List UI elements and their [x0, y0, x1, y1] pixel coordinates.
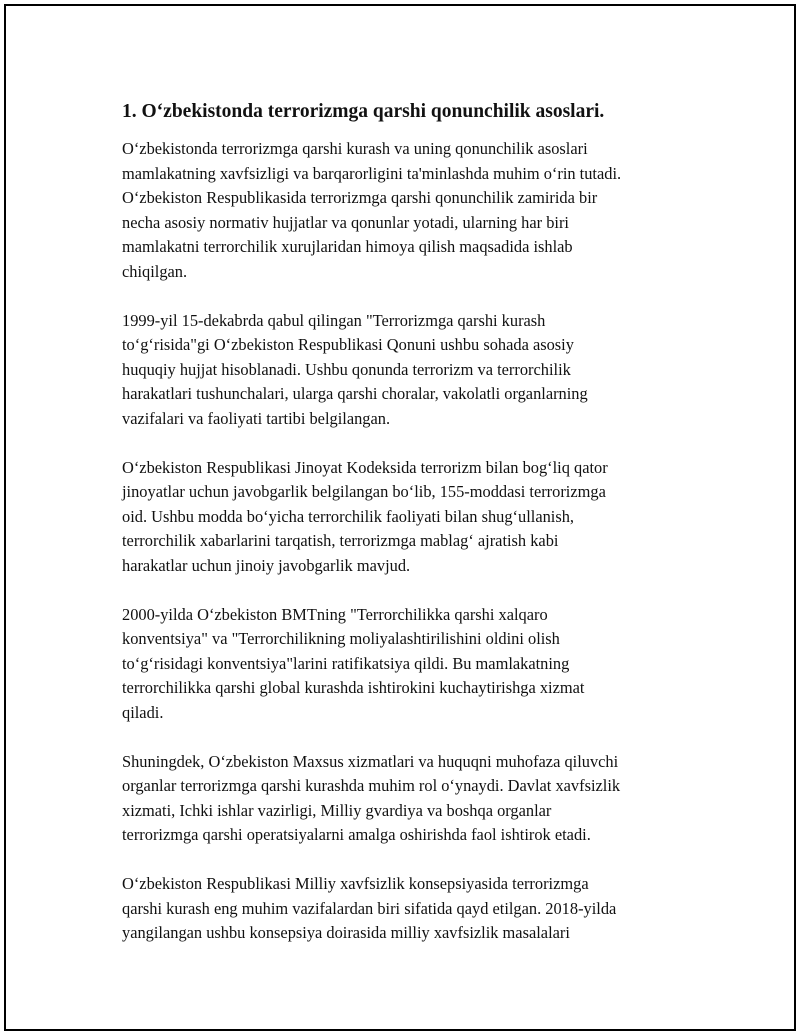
paragraph-1 [122, 137, 698, 284]
paragraph-3 [122, 456, 698, 579]
section-heading: 1. O‘zbekistonda terrorizmga qarshi qonunchilik asoslari. [122, 101, 605, 122]
text-line: qarshi kurash eng muhim vazifalardan biri sifatida qayd etilgan. 2018-yilda [122, 898, 617, 918]
text-line: terrorizmga qarshi operatsiyalarni amalga oshirishda faol ishtirok etadi. [122, 825, 591, 844]
text-line: harakatlar uchun jinoiy javobgarlik mavjud. [122, 555, 411, 575]
text-line: vazifalari va faoliyati tartibi belgilangan. [122, 408, 391, 428]
document-body [118, 98, 698, 970]
paragraph-2 [122, 309, 698, 432]
text-line: konventsiya" va "Terrorchilikning moliyalashtirilishini oldini olish [122, 629, 560, 648]
text-line: O‘zbekiston Respublikasi Jinoyat Kodeksida terrorizm bilan bog‘liq qator [122, 457, 608, 477]
text-line: huquqiy hujjat hisoblanadi. Ushbu qonunda terrorizm va terrorchilik [122, 359, 571, 379]
text-line: yangilangan ushbu konsepsiya doirasida milliy xavfsizlik masalalari [122, 923, 570, 942]
text-line: O‘zbekistonda terrorizmga qarshi kurash va uning qonunchilik asoslari [122, 139, 588, 158]
text-line: to‘g‘risida"gi O‘zbekiston Respublikasi Qonuni ushbu sohada asosiy [122, 335, 574, 354]
text-line: organlar terrorizmga qarshi kurashda muhim rol o‘ynaydi. Davlat xavfsizlik [122, 776, 621, 795]
text-line: mamlakatning xavfsizligi va barqarorligini ta'minlashda muhim o‘rin tutadi. [122, 163, 622, 183]
text-line: O‘zbekiston Respublikasida terrorizmga qarshi qonunchilik zamirida bir [122, 188, 598, 207]
paragraph-5 [122, 750, 698, 848]
text-line: oid. Ushbu modda bo‘yicha terrorchilik faoliyati bilan shug‘ullanish, [122, 506, 575, 526]
text-line: terrorchilikka qarshi global kurashda ishtirokini kuchaytirishga xizmat [122, 678, 585, 697]
text-line: 1999-yil 15-dekabrda qabul qilingan "Terrorizmga qarshi kurash [122, 310, 546, 330]
text-line: jinoyatlar uchun javobgarlik belgilangan bo‘lib, 155-moddasi terrorizmga [122, 482, 606, 501]
paragraph-4 [122, 603, 698, 726]
page-frame [4, 4, 796, 1031]
text-line: to‘g‘risidagi konventsiya"larini ratifikatsiya qildi. Bu mamlakatning [122, 653, 570, 673]
text-line: Shuningdek, O‘zbekiston Maxsus xizmatlari va huquqni muhofaza qiluvchi [122, 751, 619, 771]
text-line: necha asosiy normativ hujjatlar va qonunlar yotadi, ularning har biri [122, 212, 569, 232]
text-line: 2000-yilda O‘zbekiston BMTning "Terrorchilikka qarshi xalqaro [122, 604, 548, 624]
text-line: harakatlari tushunchalari, ularga qarshi choralar, vakolatli organlarning [122, 384, 588, 403]
paragraph-6 [122, 872, 698, 946]
text-line: terrorchilik xabarlarini tarqatish, terrorizmga mablag‘ ajratish kabi [122, 531, 559, 550]
text-line: mamlakatni terrorchilik xurujlaridan himoya qilish maqsadida ishlab [122, 237, 573, 256]
text-line: O‘zbekiston Respublikasi Milliy xavfsizlik konsepsiyasida terrorizmga [122, 874, 589, 893]
text-line: xizmati, Ichki ishlar vazirligi, Milliy gvardiya va boshqa organlar [122, 800, 552, 820]
text-line: chiqilgan. [122, 261, 188, 281]
text-line: qiladi. [122, 702, 164, 722]
